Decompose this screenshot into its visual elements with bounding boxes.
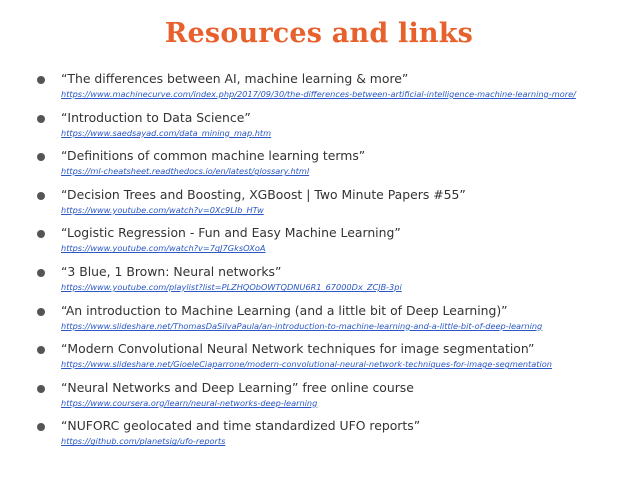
resource-link[interactable]: https://github.com/planetsig/ufo-reports bbox=[61, 436, 226, 447]
resource-link[interactable]: https://www.slideshare.net/ThomasDaSilvaPaula/an-introduction-to-machine-learning-and-a-little-bit-of-deep-learning bbox=[61, 320, 543, 331]
bullet-dot-icon bbox=[37, 269, 45, 277]
list-item bbox=[0, 110, 638, 149]
list-item bbox=[0, 418, 638, 457]
resource-title: “Logistic Regression - Fun and Easy Machine Learning” bbox=[61, 225, 401, 241]
bullet-dot-icon bbox=[37, 115, 45, 123]
resource-link[interactable]: https://www.youtube.com/watch?v=7qJ7GksOXoA bbox=[61, 243, 266, 254]
resource-title: “NUFORC geolocated and time standardized UFO reports” bbox=[61, 418, 421, 434]
bullet-dot-icon bbox=[37, 346, 45, 354]
list-item bbox=[0, 380, 638, 419]
bullet-dot-icon bbox=[37, 153, 45, 161]
bullet-dot-icon bbox=[37, 385, 45, 393]
resource-title: “Modern Convolutional Neural Network techniques for image segmentation” bbox=[61, 341, 535, 357]
resource-link[interactable]: https://www.youtube.com/playlist?list=PLZHQObOWTQDNU6R1_67000Dx_ZCJB-3pi bbox=[61, 281, 402, 292]
list-item bbox=[0, 71, 638, 110]
resource-title: “Definitions of common machine learning terms” bbox=[61, 148, 366, 164]
list-item bbox=[0, 264, 638, 303]
resource-link[interactable]: https://www.saedsayad.com/data_mining_map.htm bbox=[61, 127, 272, 138]
resource-link[interactable]: https://www.slideshare.net/GioeleCiaparrone/modern-convolutional-neural-network-techniques-for-image-segmentation bbox=[61, 359, 552, 370]
slide-title: Resources and links bbox=[164, 18, 474, 49]
resource-link[interactable]: https://www.youtube.com/watch?v=0Xc9LIb_HTw bbox=[61, 204, 264, 215]
resource-title: “The differences between AI, machine learning & more” bbox=[61, 71, 409, 86]
bullet-dot-icon bbox=[37, 192, 45, 200]
resource-link[interactable]: https://www.machinecurve.com/index.php/2017/09/30/the-differences-between-artificial-intelligence-machine-learning-more/ bbox=[61, 89, 576, 99]
resource-title: “Neural Networks and Deep Learning” free online course bbox=[61, 379, 414, 395]
bullet-dot-icon bbox=[37, 423, 45, 431]
resource-link[interactable]: https://www.coursera.org/learn/neural-networks-deep-learning bbox=[61, 397, 318, 408]
bullet-dot-icon bbox=[37, 76, 45, 84]
resource-title: “An introduction to Machine Learning (and a little bit of Deep Learning)” bbox=[61, 302, 508, 318]
list-item bbox=[0, 187, 638, 226]
list-item bbox=[0, 303, 638, 342]
resource-title: “3 Blue, 1 Brown: Neural networks” bbox=[61, 263, 282, 279]
resource-title: “Introduction to Data Science” bbox=[61, 109, 251, 125]
bullet-dot-icon bbox=[37, 308, 45, 316]
resource-link[interactable]: https://ml-cheatsheet.readthedocs.io/en/latest/glossary.html bbox=[61, 166, 310, 177]
resource-list bbox=[0, 71, 638, 457]
resource-title: “Decision Trees and Boosting, XGBoost | Two Minute Papers #55” bbox=[61, 186, 466, 202]
bullet-dot-icon bbox=[37, 230, 45, 238]
list-item bbox=[0, 225, 638, 264]
list-item bbox=[0, 148, 638, 187]
list-item bbox=[0, 341, 638, 380]
